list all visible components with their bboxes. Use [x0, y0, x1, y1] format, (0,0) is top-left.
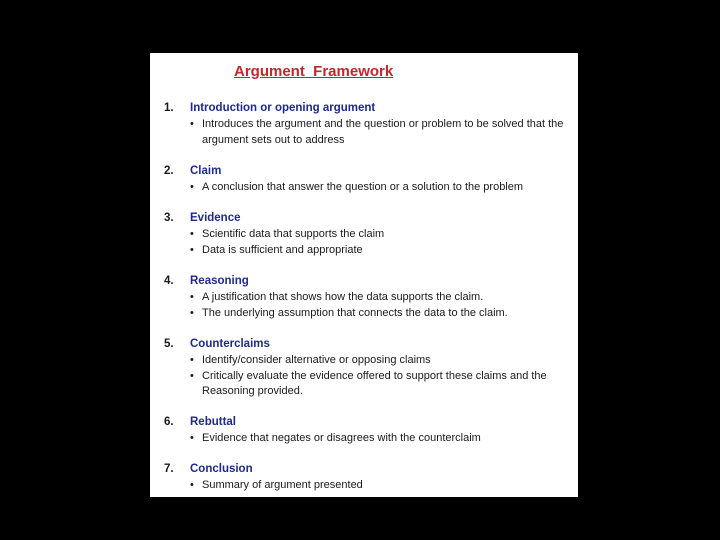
- bullet-list: [190, 290, 578, 321]
- bullet-item: • The underlying assumption that connects the data to the claim.: [190, 306, 578, 322]
- bullet-item: • Identify/consider alternative or opposing claims: [190, 353, 578, 369]
- bullet-item: • Summary of argument presented: [190, 478, 578, 494]
- section-number: 7.: [164, 463, 174, 475]
- bullet-list: [190, 353, 578, 400]
- bullet-list: [190, 117, 578, 148]
- section-heading: Introduction or opening argument: [190, 102, 376, 114]
- bullet-item: • A conclusion that answer the question or a solution to the problem: [190, 180, 578, 196]
- bullet-list: [190, 431, 578, 447]
- section-number: 3.: [164, 212, 174, 224]
- bullet-item: • Critically evaluate the evidence offered to support these claims and the Reasoning provided.: [190, 369, 578, 400]
- section-heading: Counterclaims: [190, 338, 270, 350]
- document-title: Argument Framework: [234, 63, 394, 80]
- section-heading: Rebuttal: [190, 416, 236, 428]
- section-heading: Claim: [190, 165, 222, 177]
- section-number: 1.: [164, 102, 174, 114]
- bullet-item: • A justification that shows how the data supports the claim.: [190, 290, 578, 306]
- bullet-item: • Scientific data that supports the claim: [190, 227, 578, 243]
- section-heading: Reasoning: [190, 275, 249, 287]
- section-number: 6.: [164, 416, 174, 428]
- section-number: 4.: [164, 275, 174, 287]
- bullet-list: [190, 227, 578, 258]
- bullet-list: [190, 180, 578, 196]
- section-heading: Evidence: [190, 212, 241, 224]
- section-number: 5.: [164, 338, 174, 350]
- section-heading: Conclusion: [190, 463, 253, 475]
- bullet-item: • Data is sufficient and appropriate: [190, 243, 578, 259]
- document-page: [150, 53, 578, 497]
- section-number: 2.: [164, 165, 174, 177]
- bullet-list: [190, 478, 578, 494]
- bullet-item: • Introduces the argument and the question or problem to be solved that the argument sets out to address: [190, 117, 578, 148]
- bullet-item: • Evidence that negates or disagrees with the counterclaim: [190, 431, 578, 447]
